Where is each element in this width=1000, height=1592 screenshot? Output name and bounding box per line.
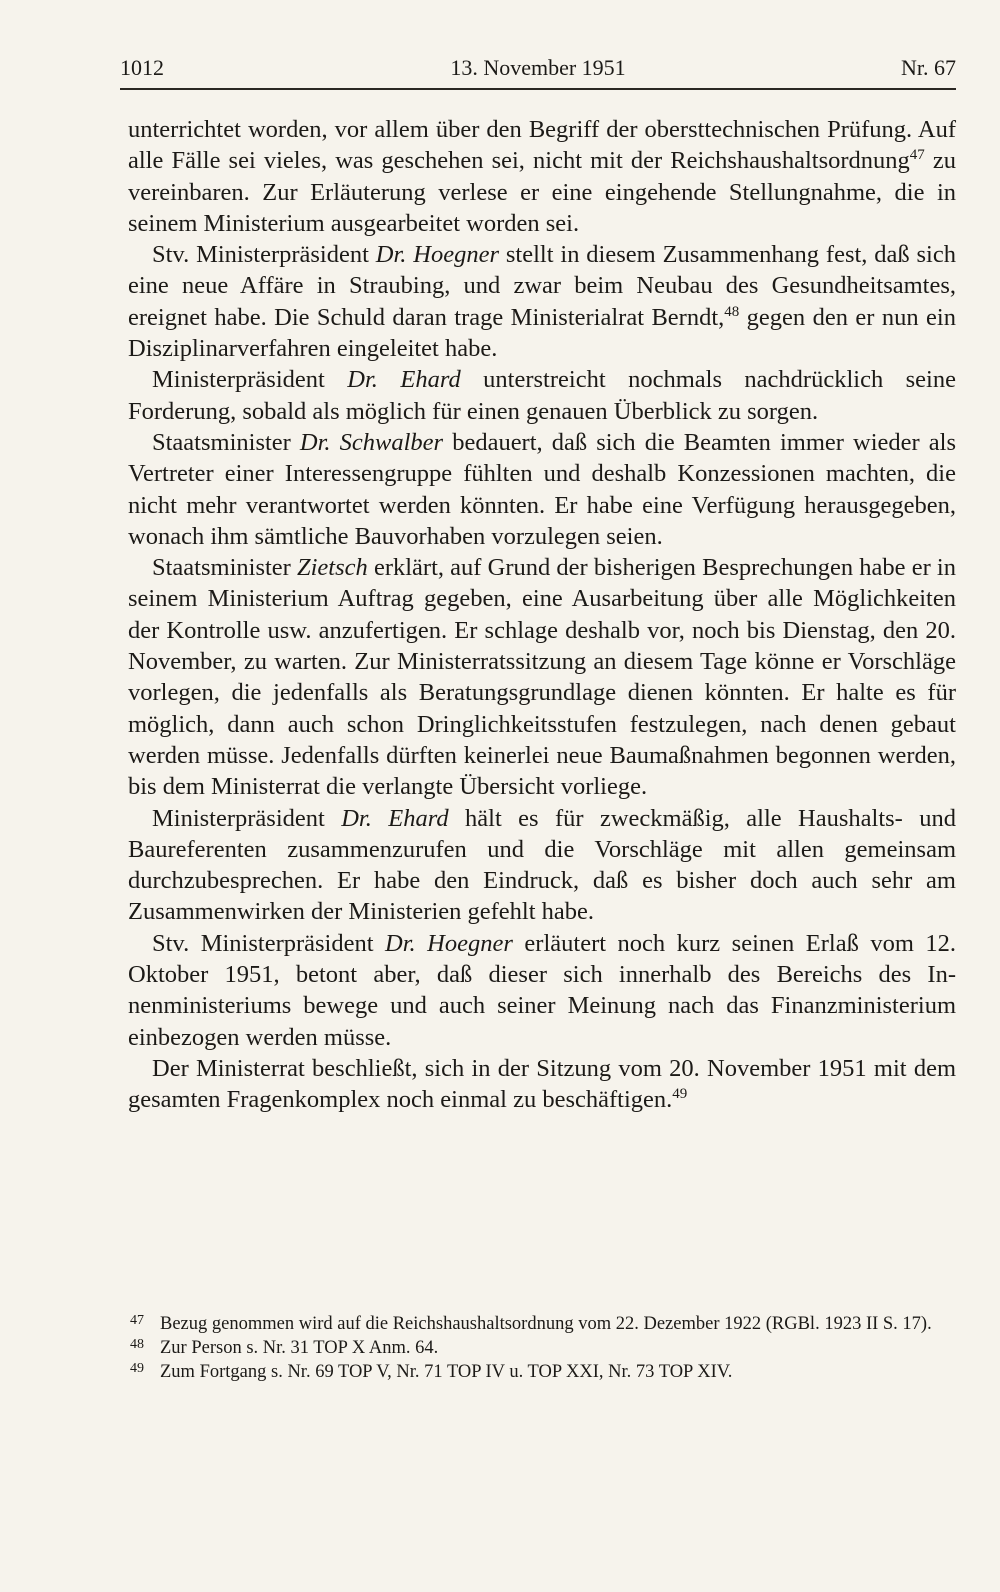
footnote-text: Zur Person s. Nr. 31 TOP X Anm. 64. <box>160 1338 439 1358</box>
paragraph-text: Stv. Ministerpräsident <box>152 241 376 269</box>
header-date: 13. November 1951 <box>450 55 626 80</box>
speaker-name: Zietsch <box>297 554 368 582</box>
paragraph <box>128 1053 956 1116</box>
footnote-number: 47 <box>130 1313 144 1328</box>
paragraph-text: erläutert noch kurz seinen Erlaß vom 12. Oktober 1951, betont aber, daß dieser sich innerhalb des Bereichs des Innenministeriums bewege und auch seiner Meinung nach das Finanzministerium einbezogen werden müsse. <box>128 929 956 1051</box>
document-number: Nr. 67 <box>901 55 956 80</box>
paragraph-text: zu vereinbaren. Zur Erläuterung verlese er eine eingehende Stellungnahme, die in seinem Ministerium ausgearbeitet worden sei. <box>128 147 957 237</box>
paragraph <box>128 114 956 239</box>
body-text <box>128 114 956 1116</box>
paragraph <box>128 928 956 1053</box>
paragraph-text: Der Ministerrat beschließt, sich in der Sitzung vom 20. November 1951 mit dem gesamten Fragenkomplex noch einmal zu beschäftigen. <box>128 1054 956 1114</box>
paragraph-text: unterrichtet worden, vor allem über den Begriff der obersttechnischen Prüfung. Auf alle Fälle sei vieles, was geschehen sei, nicht mit der Reichshaushaltsordnung <box>128 116 956 175</box>
paragraph-text: Stv. Ministerpräsident <box>152 929 386 957</box>
paragraph-text: Ministerpräsident <box>152 366 348 394</box>
paragraph-text: Staatsminister <box>152 428 300 456</box>
paragraph <box>128 552 956 802</box>
paragraph-text: Ministerpräsident <box>152 804 342 832</box>
header-rule <box>120 88 956 90</box>
speaker-name: Dr. Ehard <box>347 366 461 394</box>
paragraph-text: unterstreicht nochmals nachdrücklich seine Forderung, sobald als möglich für einen genauen Überblick zu sorgen. <box>128 366 956 425</box>
footnote-reference: 47 <box>909 147 925 164</box>
paragraph-text: gegen den er nun ein Disziplinarverfahren eingeleitet habe. <box>128 303 956 363</box>
running-header <box>120 50 956 86</box>
footnote-reference: 49 <box>672 1086 688 1103</box>
speaker-name: Dr. Schwalber <box>299 428 444 456</box>
footnote-number: 49 <box>130 1361 144 1376</box>
paragraph <box>128 364 956 427</box>
page-number: 1012 <box>120 55 164 80</box>
footnote-number: 48 <box>130 1337 144 1352</box>
footnote-text: Zum Fortgang s. Nr. 69 TOP V, Nr. 71 TOP IV u. TOP XXI, Nr. 73 TOP XIV. <box>160 1362 733 1382</box>
footnote-text: Bezug genommen wird auf die Reichshaushaltsordnung vom 22. Dezember 1922 (RGBl. 1923 II S. 17). <box>160 1314 932 1334</box>
paragraph <box>128 239 956 364</box>
paragraph-text: erklärt, auf Grund der bisherigen Besprechungen habe er in seinem Ministerium Auftrag gegeben, eine Ausarbeitung über alle Möglichkeiten der Kontrolle usw. anzufertigen. Er schlage deshalb vor, noch bis Dienstag, den 20. November, zu warten. Zur Ministerratssitzung an diesem Tage könne er Vorschläge vorlegen, die jedenfalls als Beratungsgrundlage dienen könnten. Er halte es für möglich, dann auch schon Dringlichkeitsstufen festzulegen, nach denen gebaut werden müsse. Jedenfalls dürften keinerlei neue Baumaßnahmen begonnen werden, bis dem Ministerrat die verlangte Übersicht vorliege. <box>128 554 956 801</box>
footnote-reference: 48 <box>724 303 740 320</box>
paragraph-text: bedauert, daß sich die Beamten immer wieder als Vertreter einer Interessengruppe fühlten und deshalb Konzessionen machten, die nicht mehr verantwortet werden könnten. Er habe eine Verfügung herausgegeben, wonach ihm sämtliche Bauvorhaben vorzulegen seien. <box>128 428 956 550</box>
speaker-name: Dr. Hoegner <box>385 929 513 957</box>
paragraph <box>128 803 956 928</box>
speaker-name: Dr. Ehard <box>341 804 449 832</box>
footnote <box>130 1312 956 1336</box>
paragraph-text: Staatsminister <box>152 554 297 582</box>
paragraph-text: stellt in diesem Zusammenhang fest, daß sich eine neue Affäre in Straubing, und zwar beim Neubau des Gesundheitsamtes, ereignet habe. Die Schuld daran trage Ministerialrat Berndt, <box>128 241 956 331</box>
speaker-name: Dr. Hoegner <box>375 241 500 269</box>
paragraph <box>128 427 956 552</box>
footnote <box>130 1360 956 1384</box>
footnotes <box>130 1312 956 1384</box>
paragraph-text: hält es für zweckmäßig, alle Haushalts- und Baureferenten zusammenzurufen und die Vorschläge mit allen gemeinsam durchzubesprechen. Er habe den Eindruck, daß es bisher doch auch sehr am Zusammenwirken der Ministerien gefehlt habe. <box>128 804 956 926</box>
footnote <box>130 1336 956 1360</box>
